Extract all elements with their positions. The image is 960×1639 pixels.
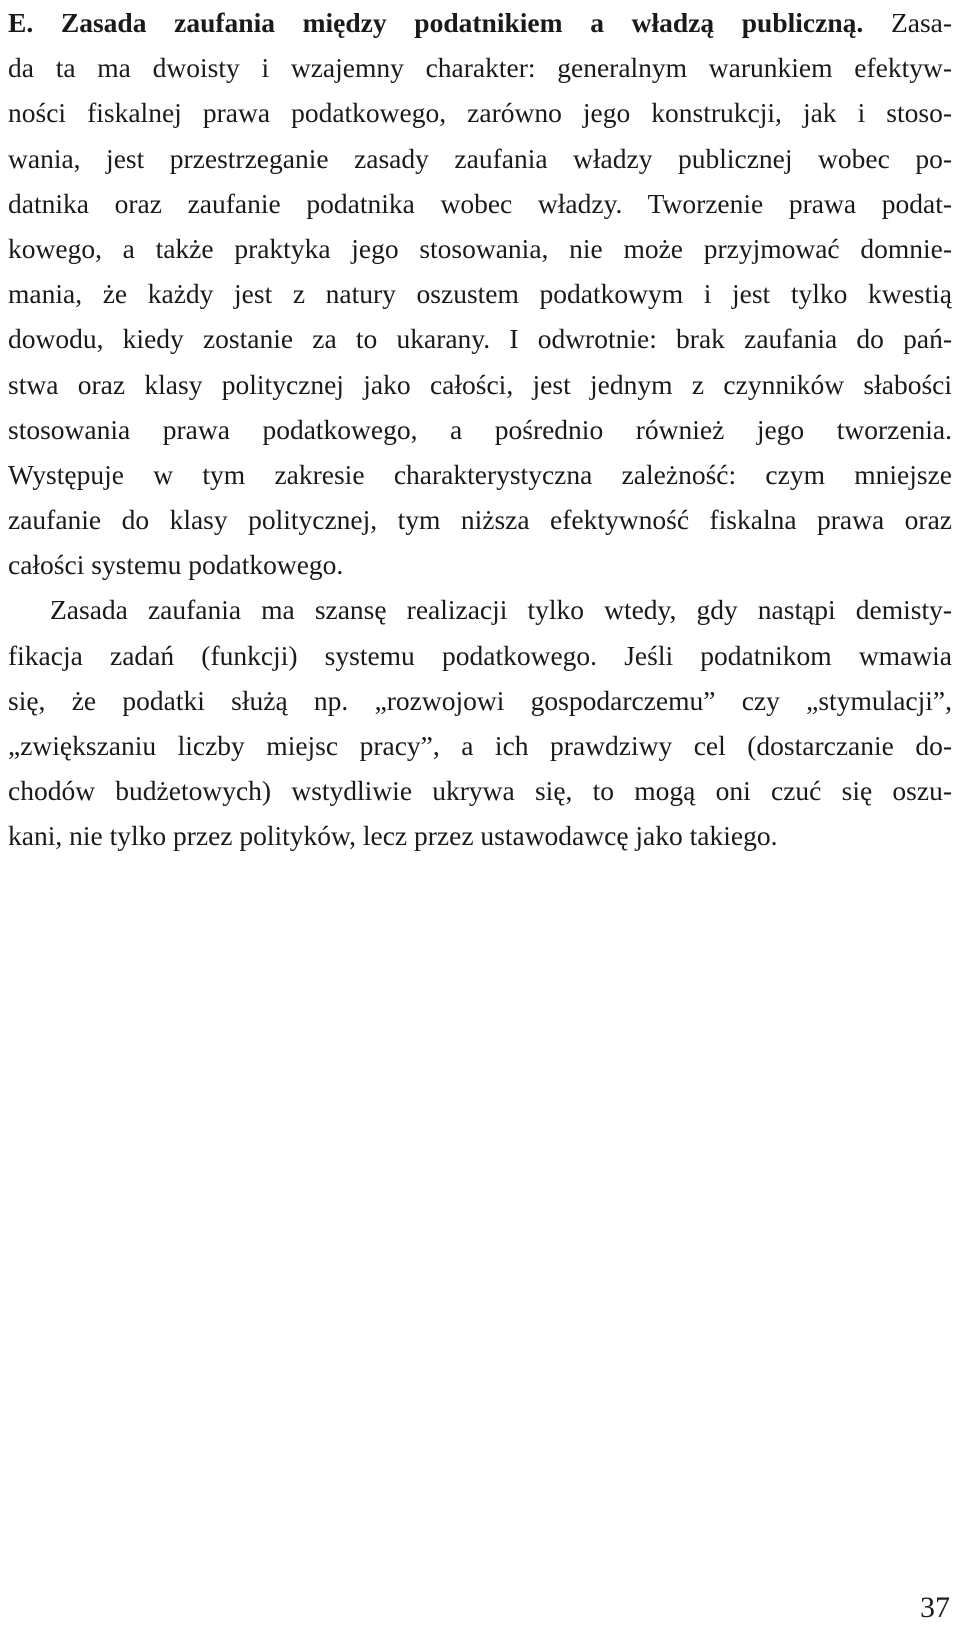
- paragraph-2-line: się, że podatki służą np. „rozwojowi gospodarczemu” czy „stymulacji”,: [8, 684, 952, 716]
- paragraph-1-line-1: [8, 0, 952, 45]
- paragraph-1-line: stosowania prawa podatkowego, a pośrednio również jego tworzenia.: [8, 413, 952, 445]
- paragraph-2-line: Zasada zaufania ma szansę realizacji tylko wtedy, gdy nastąpi demisty-: [50, 594, 952, 626]
- section-heading: E. Zasada zaufania między podatnikiem a władzą publiczną.: [8, 7, 864, 38]
- page-number: 37: [920, 1591, 950, 1624]
- paragraph-1-line: da ta ma dwoisty i wzajemny charakter: generalnym warunkiem efektyw-: [8, 52, 952, 84]
- paragraph-1-line: kowego, a także praktyka jego stosowania, nie może przyjmować domnie-: [8, 232, 952, 264]
- paragraph-2-line: chodów budżetowych) wstydliwie ukrywa się, to mogą oni czuć się oszu-: [8, 775, 952, 807]
- paragraph-1-line: datnika oraz zaufanie podatnika wobec władzy. Tworzenie prawa podat-: [8, 187, 952, 219]
- paragraph-1-line: ności fiskalnej prawa podatkowego, zarówno jego konstrukcji, jak i stoso-: [8, 97, 952, 129]
- paragraph-1-line: dowodu, kiedy zostanie za to ukarany. I odwrotnie: brak zaufania do pań-: [8, 323, 952, 355]
- paragraph-1-line: wania, jest przestrzeganie zasady zaufania władzy publicznej wobec po-: [8, 142, 952, 174]
- paragraph-2-line: „zwiększaniu liczby miejsc pracy”, a ich prawdziwy cel (dostarczanie do-: [8, 730, 952, 761]
- document-body: [8, 0, 952, 859]
- paragraph-1-line: stwa oraz klasy politycznej jako całości, jest jednym z czynników słabości: [8, 368, 952, 400]
- paragraph-1-line: mania, że każdy jest z natury oszustem podatkowym i jest tylko kwestią: [8, 278, 952, 310]
- paragraph-2-line: fikacja zadań (funkcji) systemu podatkowego. Jeśli podatnikom wmawia: [8, 639, 952, 671]
- paragraph-1-line: całości systemu podatkowego.: [8, 549, 344, 581]
- paragraph-1-line: zaufanie do klasy politycznej, tym niższa efektywność fiskalna prawa oraz: [8, 504, 952, 536]
- paragraph-1-line: Występuje w tym zakresie charakterystyczna zależność: czym mniejsze: [8, 458, 952, 490]
- heading-continuation: Zasa-: [890, 7, 952, 38]
- paragraph-2-line: kani, nie tylko przez polityków, lecz przez ustawodawcę jako takiego.: [8, 820, 778, 852]
